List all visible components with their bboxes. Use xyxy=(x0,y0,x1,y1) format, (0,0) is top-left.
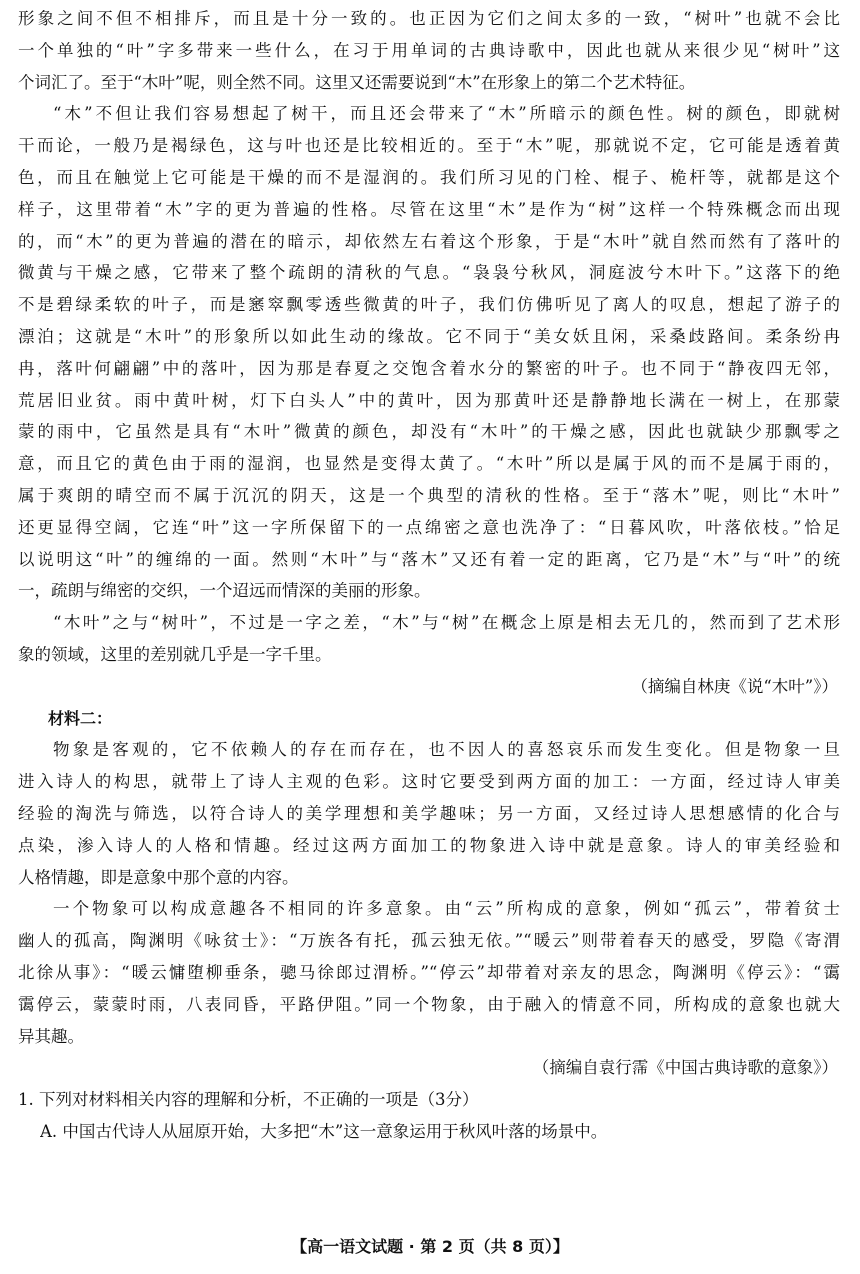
question-option-a: A. 中国古代诗人从屈原开始，大多把“木”这一意象运用于秋风叶落的场景中。 xyxy=(40,1122,608,1141)
paragraph-color-line: 蒙的雨中，它虽然是具有“木叶”微黄的颜色，却没有“木叶”的干燥之感，因此也就缺少那飘零之 xyxy=(18,422,840,442)
paragraph-color-line: 以说明这“叶”的缠绵的一面。然则“木叶”与“落木”又还有着一定的距离，它乃是“木”与“叶”的统 xyxy=(18,549,840,569)
paragraph-continued-line: 形象之间不但不相排斥，而且是十分一致的。也正因为它们之间太多的一致，“树叶”也就不会比 xyxy=(18,9,840,28)
paragraph-yixiang-line: 人格情趣，即是意象中那个意的内容。 xyxy=(18,867,299,887)
paragraph-color-line: 一，疏朗与绵密的交织，一个迢远而情深的美丽的形象。 xyxy=(18,581,431,601)
paragraph-yun-line: 一个物象可以构成意趣各不相同的许多意象。由“云”所构成的意象，例如“孤云”，带着贫士 xyxy=(53,899,840,919)
paragraph-yun-line: 霭停云，蒙蒙时雨，八表同昏，平路伊阻。”同一个物象，由于融入的情意不同，所构成的意象也就大 xyxy=(18,994,840,1014)
paragraph-color-line: 意，而且它的黄色由于雨的湿润，也显然是变得太黄了。“木叶”所以是属于风的而不是属于雨的， xyxy=(18,454,840,474)
paragraph-color-line: 色，而且在触觉上它可能是干燥的而不是湿润的。我们所习见的门栓、棍子、桅杆等，就都是这个 xyxy=(18,168,840,187)
paragraph-yixiang-line: 进入诗人的构思，就带上了诗人主观的色彩。这时它要受到两方面的加工：一方面，经过诗人审美 xyxy=(18,772,840,792)
source-citation: （摘编自林庚《说“木叶”》） xyxy=(631,676,838,696)
paragraph-color-line: “木”不但让我们容易想起了树干，而且还会带来了“木”所暗示的颜色性。树的颜色，即就树 xyxy=(53,104,840,124)
source-citation: （摘编自袁行霈《中国古典诗歌的意象》） xyxy=(532,1058,838,1078)
paragraph-yun-line: 幽人的孤高，陶渊明《咏贫士》：“万族各有托，孤云独无依。”“暖云”则带着春天的感受，罗隐《寄渭 xyxy=(18,931,840,951)
paragraph-summary-line: 象的领域，这里的差别就几乎是一字千里。 xyxy=(18,645,332,664)
paragraph-continued-line: 个词汇了。至于“木叶”呢，则全然不同。这里又还需要说到“木”在形象上的第二个艺术特征。 xyxy=(18,72,696,92)
paragraph-color-line: 荒居旧业贫。雨中黄叶树，灯下白头人”中的黄叶，因为那黄叶还是静静地长满在一树上，在那蒙 xyxy=(18,390,840,410)
paragraph-color-line: 不是碧绿柔软的叶子，而是窸窣飘零透些微黄的叶子，我们仿佛听见了离人的叹息，想起了游子的 xyxy=(18,295,840,315)
paragraph-color-line: 的，而“木”的更为普遍的潜在的暗示，却依然左右着这个形象，于是“木叶”就自然而然有了落叶的 xyxy=(18,231,840,251)
paragraph-yun-line: 北徐从事》：“暖云慵堕柳垂条，骢马徐郎过渭桥。”“停云”却带着对亲友的思念，陶渊明《停云》：“霭 xyxy=(18,963,840,982)
paragraph-continued-line: 一个单独的“叶”字多带来一些什么，在习于用单词的古典诗歌中，因此也就从来很少见“树叶”这 xyxy=(18,40,840,60)
section-heading: 材料二： xyxy=(48,708,113,728)
paragraph-color-line: 干而论，一般乃是褐绿色，这与叶也还是比较相近的。至于“木”呢，那就说不定，它可能是透着黄 xyxy=(18,136,840,156)
paragraph-yun-line: 异其趣。 xyxy=(18,1026,84,1046)
paragraph-yixiang-line: 经验的淘洗与筛选，以符合诗人的美学理想和美学趣味；另一方面，又经过诗人思想感情的化合与 xyxy=(18,804,840,823)
paragraph-color-line: 样子，这里带着“木”字的更为普遍的性格。尽管在这里“木”是作为“树”这样一个特殊概念而出现 xyxy=(18,199,840,219)
paragraph-color-line: 漂泊；这就是“木叶”的形象所以如此生动的缘故。它不同于“美女妖且闲，采桑歧路间。柔条纷冉 xyxy=(18,327,840,346)
question-stem: 1. 下列对材料相关内容的理解和分析，不正确的一项是（3分） xyxy=(18,1090,479,1110)
paragraph-yixiang-line: 物象是客观的，它不依赖人的存在而存在，也不因人的喜怒哀乐而发生变化。但是物象一旦 xyxy=(53,740,840,760)
paragraph-summary-line: “木叶”之与“树叶”，不过是一字之差，“木”与“树”在概念上原是相去无几的，然而到了艺术形 xyxy=(53,613,840,633)
paragraph-color-line: 属于爽朗的晴空而不属于沉沉的阴天，这是一个典型的清秋的性格。至于“落木”呢，则比“木叶” xyxy=(18,486,840,505)
paragraph-color-line: 还更显得空阔，它连“叶”这一字所保留下的一点绵密之意也洗净了：“日暮风吹，叶落依枝。”恰足 xyxy=(18,517,840,537)
paragraph-color-line: 冉，落叶何翩翩”中的落叶，因为那是春夏之交饱含着水分的繁密的叶子。也不同于“静夜四无邻， xyxy=(18,358,840,378)
page-footer: 【高一语文试题 · 第 2 页（共 8 页）】 xyxy=(291,1237,569,1256)
paragraph-color-line: 微黄与干燥之感，它带来了整个疏朗的清秋的气息。“袅袅兮秋风，洞庭波兮木叶下。”这落下的绝 xyxy=(18,263,840,283)
paragraph-yixiang-line: 点染，渗入诗人的人格和情趣。经过这两方面加工的物象进入诗中就是意象。诗人的审美经验和 xyxy=(18,835,840,855)
